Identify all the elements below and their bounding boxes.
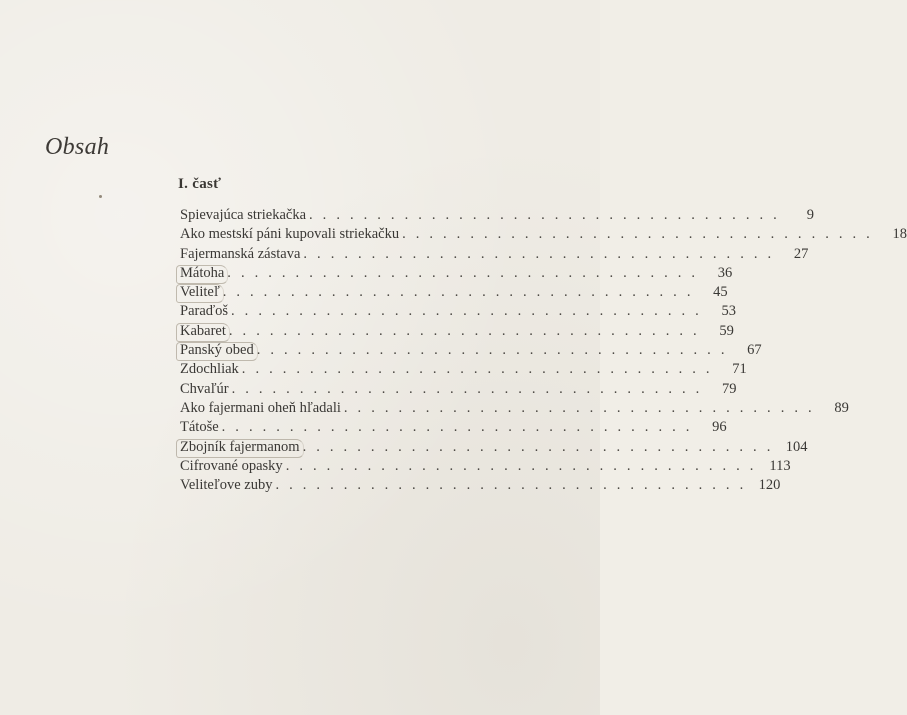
toc-entry-page: 45 [713, 284, 728, 301]
toc-leader-dots: . . . . . . . . . . . . . . . . . . . . . . . . . . . . . . . . . . . [302, 438, 774, 455]
toc-leader-dots: . . . . . . . . . . . . . . . . . . . . . . . . . . . . . . . . . . . [231, 380, 703, 397]
toc-entry [180, 206, 814, 225]
toc-leader-dots: . . . . . . . . . . . . . . . . . . . . . . . . . . . . . . . . . . . [285, 457, 757, 474]
toc-entry-page: 59 [719, 322, 734, 339]
toc-entry [180, 341, 762, 360]
toc-entry [180, 418, 727, 437]
toc-entry-title: Paraďoš [180, 303, 229, 320]
toc-entry [180, 283, 728, 302]
toc-entry-title: Tátoše [180, 419, 219, 436]
page-title: Obsah [45, 134, 110, 160]
toc-entry [180, 245, 809, 264]
toc-entry-page: 96 [712, 419, 727, 436]
toc-leader-dots: . . . . . . . . . . . . . . . . . . . . . . . . . . . . . . . . . . . [241, 361, 713, 378]
toc-leader-dots: . . . . . . . . . . . . . . . . . . . . . . . . . . . . . . . . . . . [343, 399, 815, 416]
toc-entry-title: Panský obed [180, 341, 257, 360]
toc-leader-dots: . . . . . . . . . . . . . . . . . . . . . . . . . . . . . . . . . . . [303, 245, 775, 262]
toc-entry [180, 302, 736, 321]
toc-entry-title: Veliteľove zuby [180, 477, 273, 494]
toc-leader-dots: . . . . . . . . . . . . . . . . . . . . . . . . . . . . . . . . . . . [402, 226, 874, 243]
paper-speck [99, 195, 102, 198]
toc-entry-title: Zbojník fajermanom [180, 438, 303, 457]
toc-entry-title: Fajermanská zástava [180, 245, 301, 262]
toc-entry-title: Zdochliak [180, 361, 239, 378]
toc-entry-page: 53 [721, 303, 736, 320]
toc-entry [180, 438, 808, 457]
toc-entry-page: 79 [722, 380, 737, 397]
toc-entry-page: 89 [834, 399, 849, 416]
toc-entry-title: Kabaret [180, 322, 229, 341]
toc-entry-page: 27 [793, 245, 809, 262]
toc-entry [180, 399, 849, 418]
toc-entry-title: Mátoha [180, 264, 227, 283]
toc-entry-title: Chvaľúr [180, 380, 229, 397]
toc-entry-page: 104 [785, 438, 808, 455]
toc-leader-dots: . . . . . . . . . . . . . . . . . . . . . . . . . . . . . . . . . . . [275, 477, 747, 494]
toc-entry-page: 113 [769, 457, 791, 474]
toc-entry-page: 36 [717, 264, 733, 281]
toc-entry [180, 225, 907, 244]
toc-leader-dots: . . . . . . . . . . . . . . . . . . . . . . . . . . . . . . . . . . . [228, 322, 700, 339]
toc-entry-page: 71 [732, 361, 747, 378]
toc-entry-page: 120 [758, 477, 781, 494]
toc-entry [180, 264, 733, 283]
toc-leader-dots: . . . . . . . . . . . . . . . . . . . . . . . . . . . . . . . . . . . [309, 207, 780, 223]
toc-entry [180, 322, 734, 341]
table-of-contents [180, 206, 907, 495]
toc-leader-dots: . . . . . . . . . . . . . . . . . . . . . . . . . . . . . . . . . . . [256, 342, 728, 359]
toc-entry [180, 380, 737, 399]
toc-entry-title: Spievajúca striekačka [180, 207, 307, 223]
toc-leader-dots: . . . . . . . . . . . . . . . . . . . . . . . . . . . . . . . . . . . [227, 264, 699, 281]
toc-leader-dots: . . . . . . . . . . . . . . . . . . . . . . . . . . . . . . . . . . . [231, 303, 702, 320]
toc-leader-dots: . . . . . . . . . . . . . . . . . . . . . . . . . . . . . . . . . . . [222, 284, 694, 301]
toc-entry-title: Cifrované opasky [180, 457, 283, 474]
part-heading: I. časť [178, 176, 222, 192]
toc-entry [180, 476, 781, 495]
toc-leader-dots: . . . . . . . . . . . . . . . . . . . . . . . . . . . . . . . . . . . [221, 419, 693, 436]
toc-entry [180, 360, 747, 379]
toc-entry-page: 9 [806, 207, 814, 223]
toc-entry [180, 457, 791, 476]
toc-entry-title: Ako mestskí páni kupovali striekačku [180, 226, 400, 243]
toc-entry-page: 67 [747, 342, 762, 359]
toc-entry-page: 18 [892, 226, 907, 243]
toc-entry-title: Veliteľ [180, 283, 223, 302]
toc-entry-title: Ako fajermani oheň hľadali [180, 399, 341, 416]
